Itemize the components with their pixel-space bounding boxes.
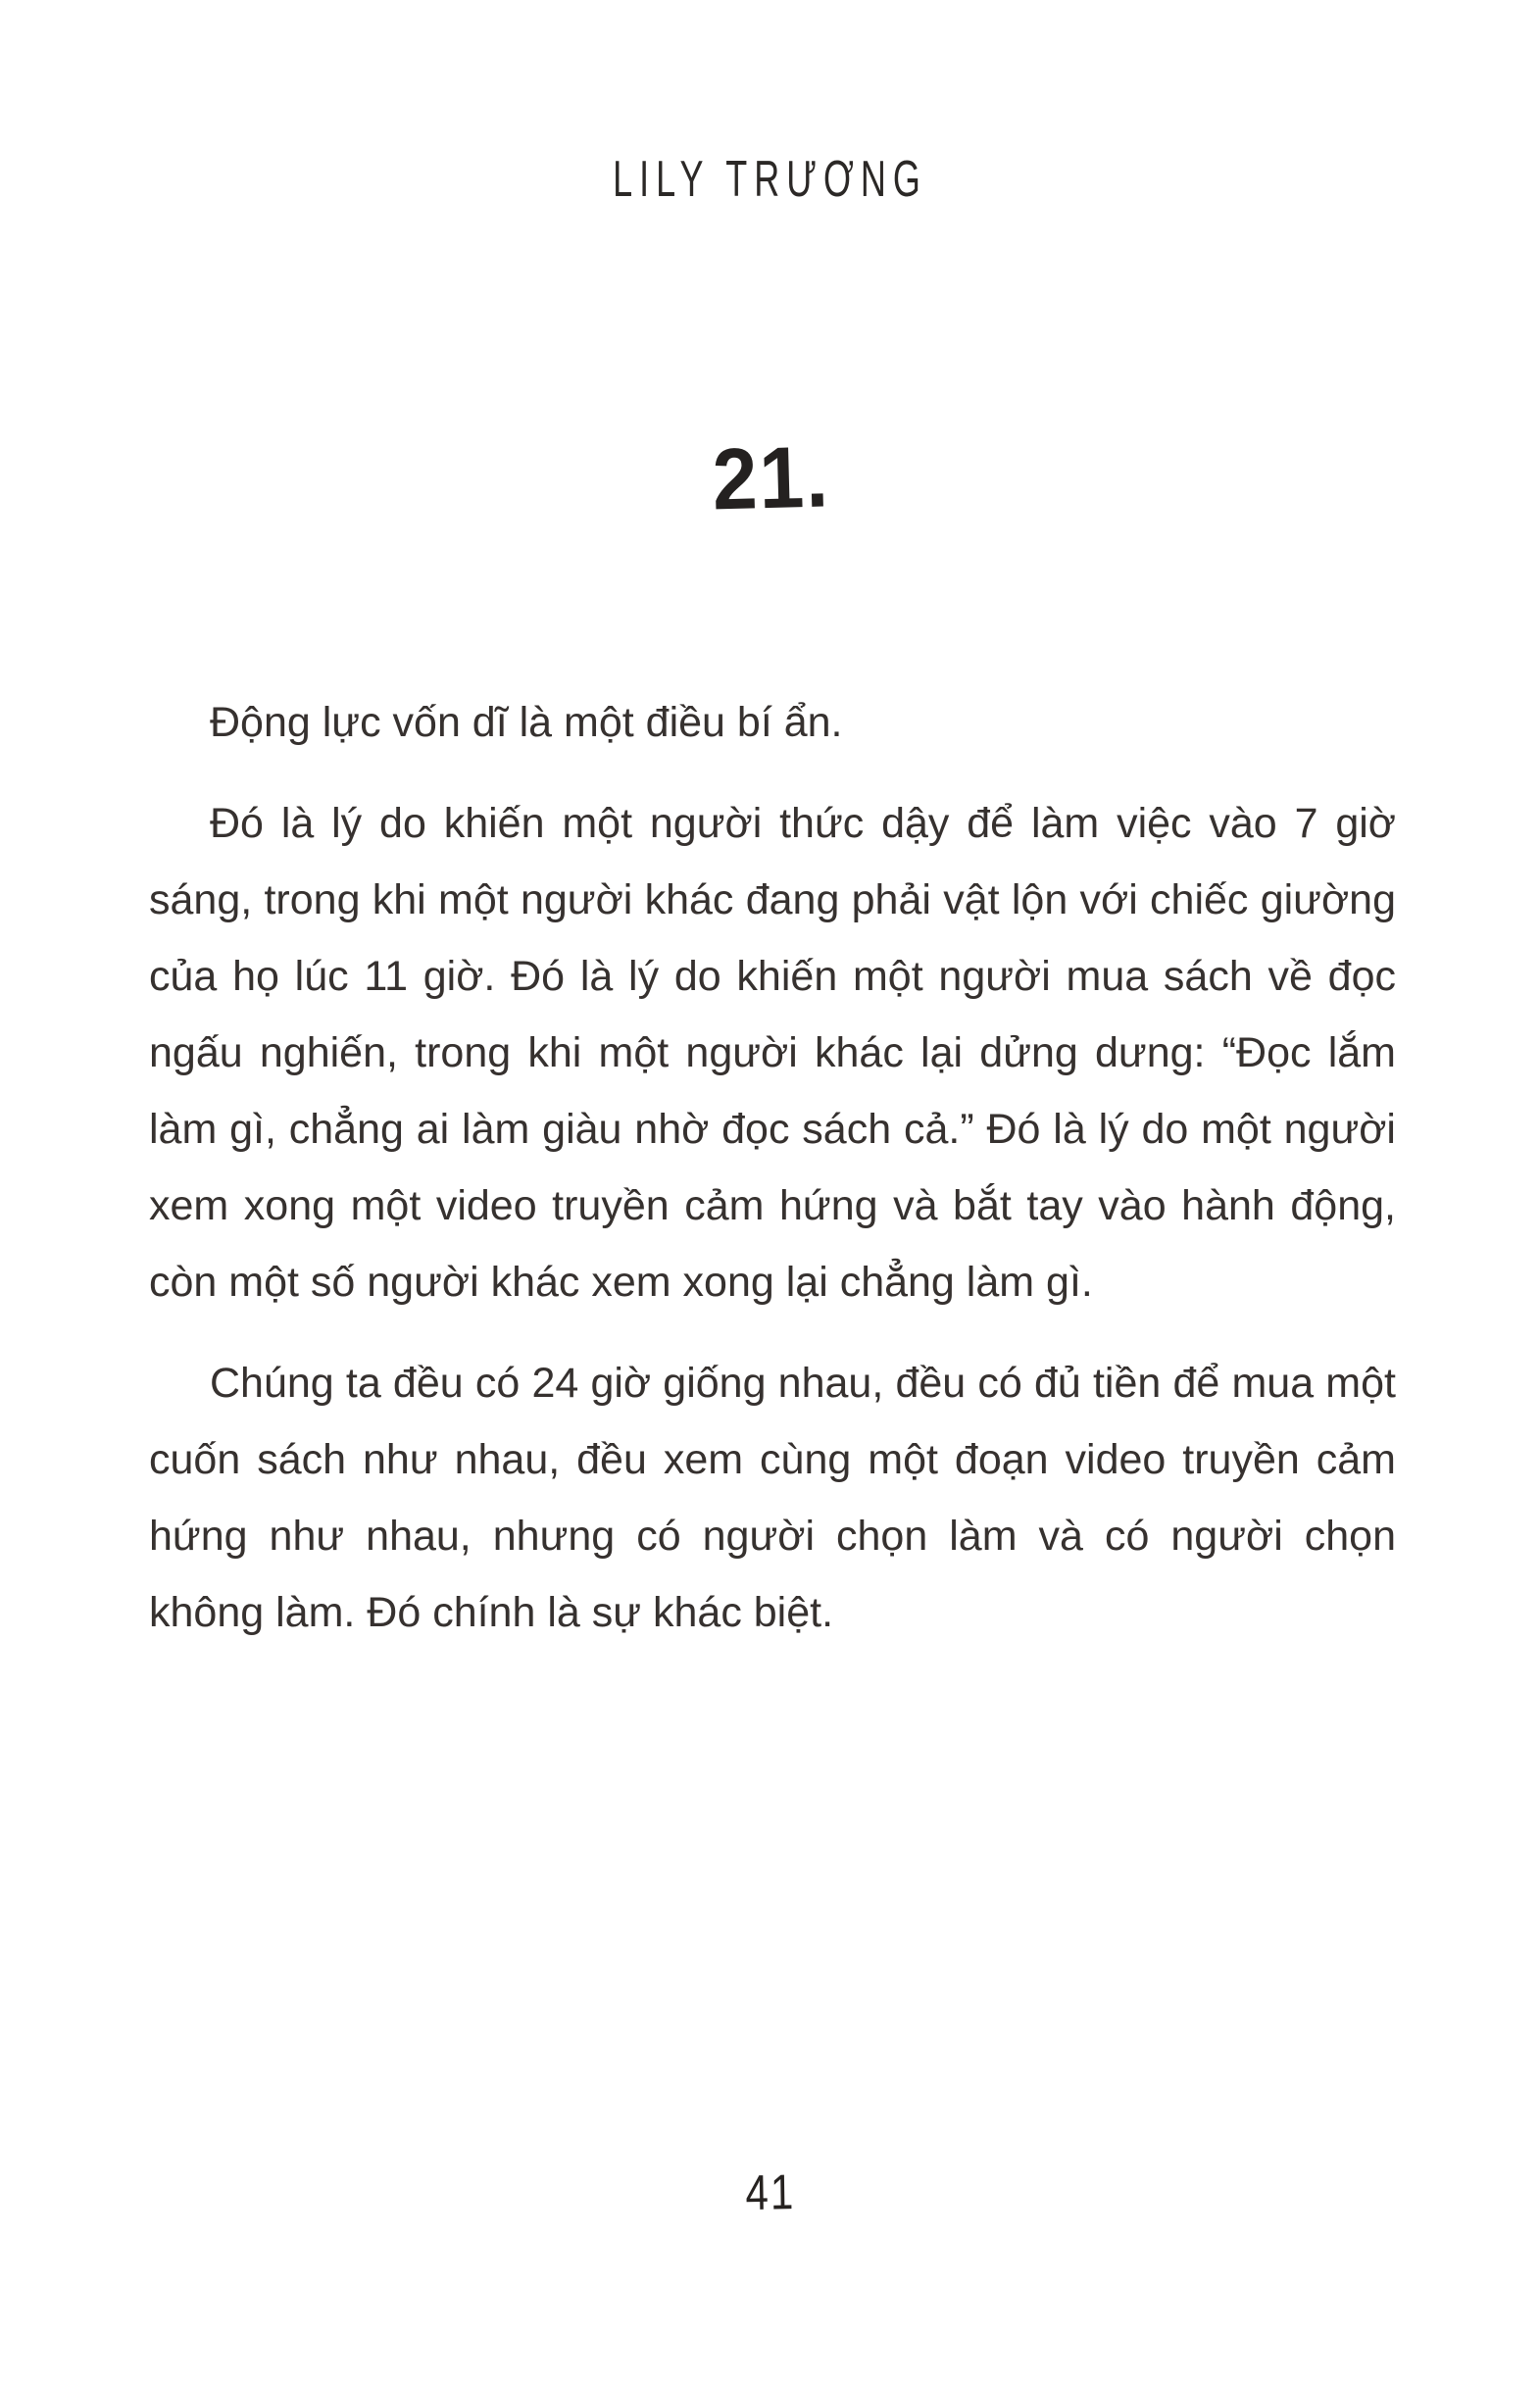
paragraph: Động lực vốn dĩ là một điều bí ẩn. xyxy=(210,699,843,746)
page-number: 41 xyxy=(745,2163,796,2220)
chapter-number: 21. xyxy=(711,428,832,528)
paragraph: Chúng ta đều có 24 giờ giống nhau, đều có đủ tiền để mua một cuốn sách như nhau, đều xem cùng một đoạn video truyền cảm hứng như nhau, nhưng có người chọn làm và có người chọn không làm. Đó chính là sự khác biệt. xyxy=(149,1360,1396,1636)
body-text xyxy=(149,684,1396,1675)
author-header: LILY TRƯƠNG xyxy=(613,149,927,208)
paragraph: Đó là lý do khiến một người thức dậy để làm việc vào 7 giờ sáng, trong khi một người khác đang phải vật lộn với chiếc giường của họ lúc 11 giờ. Đó là lý do khiến một người mua sách về đọc ngấu nghiến, trong khi một người khác lại dửng dưng: “Đọc lắm làm gì, chẳng ai làm giàu nhờ đọc sách cả.” Đó là lý do một người xem xong một video truyền cảm hứng và bắt tay vào hành động, còn một số người khác xem xong lại chẳng làm gì. xyxy=(149,800,1396,1306)
